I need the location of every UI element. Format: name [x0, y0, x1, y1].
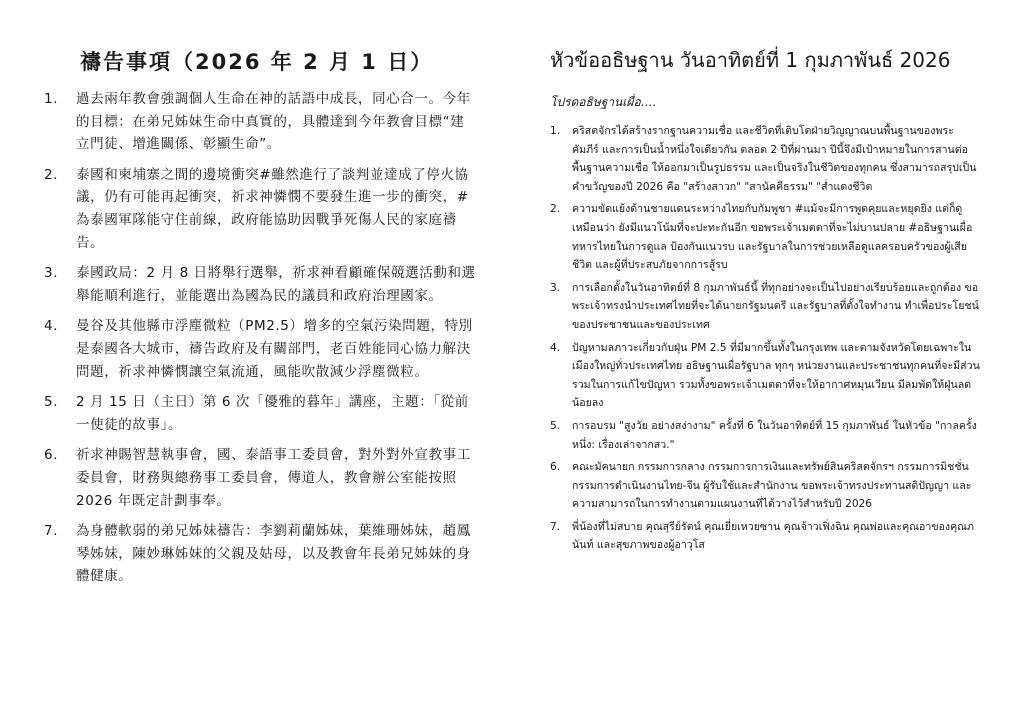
- list-item: [44, 164, 476, 254]
- item-text: คริสตจักรได้สร้างรากฐานความเชื่อ และชีวิตที่เติบโตฝ่ายวิญญาณบนพื้นฐานของพระคัมภีร์ และการเป็นน้ำหนึ่งใจเดียวกัน ตลอด 2 ปีที่ผ่านมา ปีนี้จึงมีเป้าหมายในการสานต่อพื้นฐานความเชื่อ ให้ออกมาเป็นรูปธรรม และเป็นจริงในชีวิตของทุกคน ซึ่งสามารถสรุปเป็นคำขวัญของปี 2026 คือ "สร้างสาวก" "สานัคคีธรรม" "ส่ำแดงชีวิต: [572, 125, 977, 193]
- item-number: 4.: [550, 341, 561, 354]
- item-text: การเลือกตั้งในวันอาทิตย์ที่ 8 กุมภาพันธ์นี้ ที่ทุกอย่างจะเป็นไปอย่างเรียบร้อยและถูกต้อง ขอพระเจ้าทรงนำประเทศไทยที่จะได้นายกรัฐมนตรี และรัฐบาลที่ตั้งใจทำงาน ทำเพื่อประโยชน์ของประชาชนและของประเทศ: [572, 281, 979, 331]
- item-number: 3.: [550, 281, 561, 294]
- item-number: 2.: [550, 203, 561, 216]
- list-item: [550, 122, 980, 196]
- item-text: ความขัดแย้งด้านชายแดนระหว่างไทยกับกัมพูชา #แม้จะมีการพูดคุยและหยุดยิง แต่ก็ดูเหมือนว่า ยังมีแนวโน้มที่จะปะทะกันอีก ขอพระเจ้าเมตตาที่จะไม่บานปลาย #อธิษฐานเผื่อทหารไทยในการดูแล ป้องกันแนวรบ และรัฐบาลในการช่วยเหลือดูแลครอบครัวของผู้เสียชีวิต และผู้ที่ประสบภัยจากการสู้รบ: [572, 203, 973, 272]
- list-item: [550, 518, 980, 555]
- item-text: ปัญหามลภาวะเกี่ยวกับฝุ่น PM 2.5 ที่มีมากขึ้นทั้งในกรุงเทพ และตามจังหวัดโดยเฉพาะในเมืองใหญ่ทั่วประเทศไทย อธิษฐานเผื่อรัฐบาล ทุกๆ หน่วยงานและประชาชนทุกคนที่จะมีส่วนรวมในการแก้ไขปัญหา รวมทั้งขอพระเจ้าเมตตาที่จะให้อากาศหมุนเวียน มีลมพัดให้ฝุ่นลดน้อยลง: [572, 341, 980, 410]
- item-text: 泰國政局：2 月 8 日將舉行選舉，祈求神看顧確保競選活動和選舉能順利進行，並能選出為國為民的議員和政府治理國家。: [76, 265, 476, 304]
- item-number: 2.: [44, 166, 59, 183]
- prayer-list-chinese: [44, 88, 476, 596]
- list-item: [44, 444, 476, 512]
- prayer-list-thai: [550, 122, 980, 559]
- prayer-column-thai: [548, 0, 988, 724]
- item-text: คณะมัคนายก กรรมการกลาง กรรมการการเงินและทรัพย์สินคริสตจักรฯ กรรมการมิชชั่น กรรมการดำเนินงานไทย-จีน ผู้รับใช้และสำนักงาน ขอพระเจ้าทรงประทานสติปัญญา และความสามารถในการทำงานตามแผนงานที่ได้วางไว้สำหรับปี 2026: [572, 461, 972, 511]
- item-number: 1.: [44, 91, 59, 107]
- list-item: [550, 200, 980, 274]
- item-text: 祈求神賜智慧執事會，國、泰語事工委員會，對外對外宣教事工委員會，財務與總務事工委員會，傳道人，教會辦公室能按照 2026 年既定計劃事奉。: [76, 447, 471, 509]
- item-text: 泰國和柬埔寨之間的邊境衝突#雖然進行了談判並達成了停火協議，仍有可能再起衝突，祈求神憐憫不要發生進一步的衝突，# 為泰國軍隊能守住前線，政府能協助因戰爭死傷人民的家庭禱告。: [76, 166, 469, 251]
- page-title-chinese: 禱告事項（2026 年 2 月 1 日）: [80, 50, 434, 74]
- list-item: [44, 262, 476, 307]
- list-item: [550, 417, 980, 454]
- page-title-thai: หัวข้ออธิษฐาน วันอาทิตย์ที่ 1 กุมภาพันธ์ 2026: [550, 48, 951, 72]
- item-number: 6.: [44, 447, 59, 464]
- item-number: 5.: [44, 394, 59, 411]
- list-item: [44, 88, 476, 156]
- list-item: [550, 339, 980, 413]
- prayer-column-chinese: [36, 0, 476, 724]
- list-item: [550, 279, 980, 335]
- item-number: 5.: [550, 419, 561, 432]
- list-item: [44, 520, 476, 588]
- list-item: [44, 391, 476, 436]
- item-number: 7.: [44, 523, 59, 540]
- item-number: 4.: [44, 318, 59, 335]
- item-number: 3.: [44, 265, 59, 282]
- item-text: 曼谷及其他縣市浮塵微粒（PM2.5）增多的空氣污染問題，特別是泰國各大城市，禱告政府及有關部門，老百姓能同心協力解決問題，祈求神憐憫讓空氣流通，風能吹散減少浮塵微粒。: [76, 318, 473, 380]
- item-number: 6.: [550, 461, 561, 474]
- item-number: 1.: [550, 125, 561, 137]
- item-text: การอบรม "สูงวัย อย่างสง่างาม" ครั้งที่ 6 ในวันอาทิตย์ที่ 15 กุมภาพันธ์ ในหัวข้อ "กาลครั้งหนึ่ง: เรื่องเล่าจากสว.": [572, 419, 977, 451]
- item-number: 7.: [550, 520, 561, 533]
- list-item: [44, 315, 476, 383]
- item-text: 為身體軟弱的弟兄姊妹禱告：李劉莉蘭姊妹，葉維珊姊妹，趙鳳琴姊妹，陳妙琳姊妹的父親及姑母，以及教會年長弟兄姊妹的身體健康。: [76, 523, 471, 585]
- list-item: [550, 458, 980, 514]
- item-text: พี่น้องที่ไม่สบาย คุณสุรีย์รัตน์ คุณเยี่ยเหวยซาน คุณจ้าวเฟิ่งฉิน คุณพ่อและคุณอาของคุณภนันท์ และสุขภาพของผู้อาวุโส: [572, 520, 974, 552]
- item-text: 2 月 15 日（主日）第 6 次「優雅的暮年」講座，主題：「從前一使徒的故事」。: [76, 394, 469, 433]
- item-text: 過去兩年教會強調個人生命在神的話語中成長，同心合一。今年的目標：在弟兄姊妹生命中真實的，具體達到今年教會目標“建立門徒、增進關係、彰顯生命”。: [76, 91, 471, 153]
- intro-text: โปรดอธิษฐานเผื่อ....: [550, 95, 656, 109]
